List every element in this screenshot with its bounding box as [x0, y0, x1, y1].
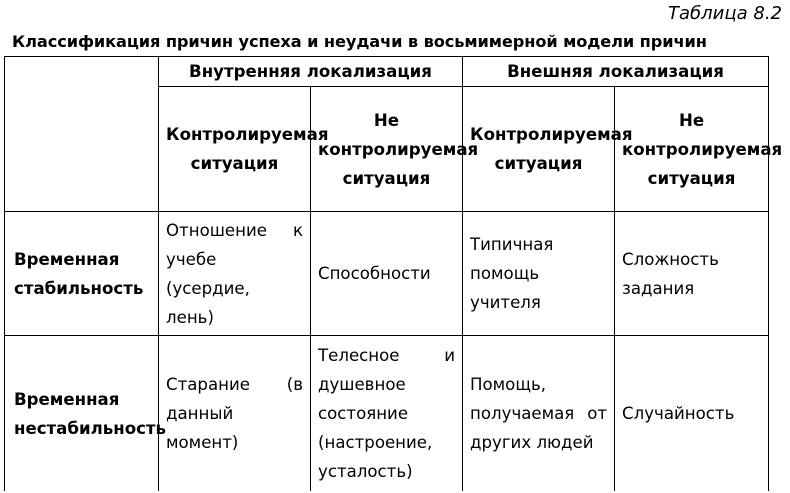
table-row [5, 336, 769, 492]
header-internal-localization: Внутренняя локализация [159, 57, 463, 87]
header-external-controllable: Контролируемая ситуация [463, 87, 615, 212]
table-row [5, 212, 769, 336]
causes-classification-table [4, 56, 783, 491]
cell-instability-external-uncontrollable: Случайность [615, 336, 769, 492]
header-external-uncontrollable: Не контролируемая ситуация [615, 87, 769, 212]
cell-stability-external-uncontrollable: Сложность задания [615, 212, 769, 336]
header-external-localization: Внешняя локализация [463, 57, 769, 87]
row-label-instability: Временная нестабильность [5, 336, 159, 492]
cell-instability-external-controllable: Помощь, получаемая от других людей [463, 336, 615, 492]
header-corner-cell [5, 57, 159, 212]
cell-stability-internal-controllable: Отношение к учебе (усердие, лень) [159, 212, 311, 336]
table-caption: Классификация причин успеха и неудачи в восьмимерной модели причин [12, 32, 707, 51]
table-number-label: Таблица 8.2 [668, 3, 782, 24]
row-label-stability: Временная стабильность [5, 212, 159, 336]
header-internal-uncontrollable: Не контролируемая ситуация [311, 87, 463, 212]
header-internal-controllable: Контролируемая ситуация [159, 87, 311, 212]
cell-stability-external-controllable: Типичная помощь учителя [463, 212, 615, 336]
cell-instability-internal-uncontrollable: Телесное и душевное состояние (настроение, усталость) [311, 336, 463, 492]
cell-stability-internal-uncontrollable: Способности [311, 212, 463, 336]
cell-instability-internal-controllable: Старание (в данный момент) [159, 336, 311, 492]
